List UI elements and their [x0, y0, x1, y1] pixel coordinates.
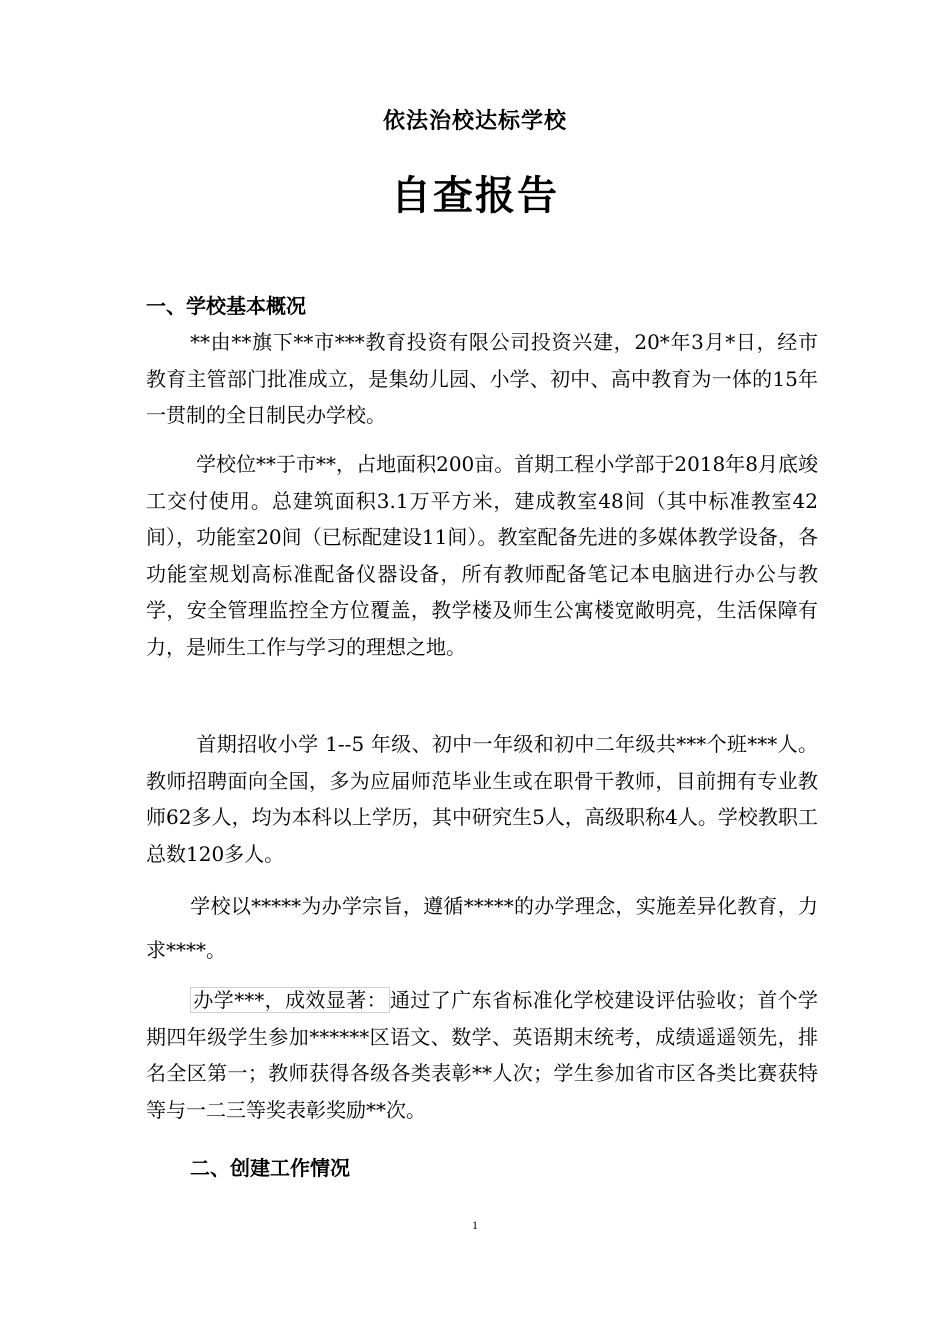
paragraph-4	[146, 884, 818, 972]
paragraph-5-boxed-text: 办学***，成效显著：	[190, 987, 390, 1013]
page-number: 1	[472, 1218, 478, 1232]
section-heading-creation-work: 二、创建工作情况	[190, 1156, 350, 1180]
paragraph-3-text: 首期招收小学 1--5 年级、初中一年级和初中二年级共***个班***人。教师招聘面向全国，多为应届师范毕业生或在职骨干教师，目前拥有专业教师62多人，均为本科以上学历，其中研究生5人，高级职称4人。学校教职工总数120多人。	[146, 732, 818, 866]
paragraph-1-text: **由**旗下**市***教育投资有限公司投资兴建，20*年3月*日，经市教育主管部门批准成立，是集幼儿园、小学、初中、高中教育为一体的15年一贯制的全日制民办学校。	[146, 330, 818, 427]
paragraph-4-text: 学校以*****为办学宗旨，遵循*****的办学理念，实施差异化教育，力求****。	[146, 894, 818, 962]
paragraph-5-text: 通过了广东省标准化学校建设评估验收；首个学期四年级学生参加******区语文、数学、英语期末统考，成绩遥遥领先，排名全区第一；教师获得各级各类表彰**人次；学生参加省市区各类比赛获特等与一二三等奖表彰奖励**次。	[146, 988, 818, 1122]
section-heading-basic-overview: 一、学校基本概况	[146, 294, 306, 318]
paragraph-2	[146, 446, 818, 665]
paragraph-2-text: 学校位**于市**，占地面积200亩。首期工程小学部于2018年8月底竣工交付使用。总建筑面积3.1万平方米，建成教室48间（其中标准教室42间），功能室20间（已标配建设11间）。教室配备先进的多媒体教学设备，各功能室规划高标准配备仪器设备，所有教师配备笔记本电脑进行办公与教学，安全管理监控全方位覆盖，教学楼及师生公寓楼宽敞明亮，生活保障有力，是师生工作与学习的理想之地。	[146, 452, 818, 659]
paragraph-5	[146, 982, 818, 1128]
paragraph-1	[146, 324, 818, 434]
document-title-line2: 自查报告	[391, 173, 559, 219]
paragraph-3	[146, 726, 818, 872]
document-title-line1: 依法治校达标学校	[382, 109, 567, 134]
